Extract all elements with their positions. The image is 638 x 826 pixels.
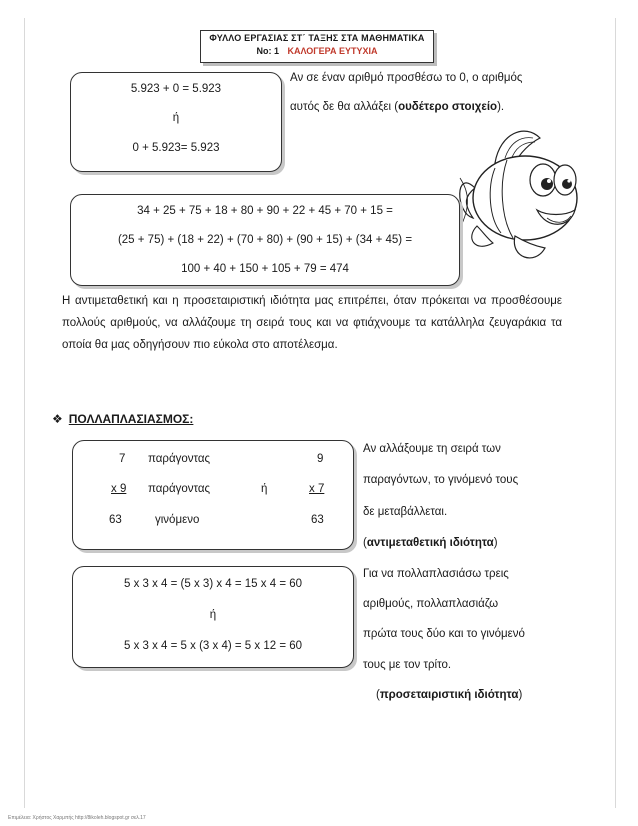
properties-paragraph: Η αντιμεταθετική και η προσεταιριστική ιδιότητα μας επιτρέπει, όταν πρόκειται να προσθέσουμε πολλούς αριθμούς, να αλλάζουμε τη σειρά τους και να φτιάχνουμε τα κατάλληλα ζευγαράκια τα οποία θα μας οδηγήσουν πιο εύκολα στο αποτέλεσμα. xyxy=(62,295,562,351)
sum-line-1: 34 + 25 + 75 + 18 + 80 + 90 + 22 + 45 + 70 + 15 = xyxy=(137,205,393,217)
zero-line-or: ή xyxy=(172,112,180,124)
multiplication-title: ΠΟΛΛΑΠΛΑΣΙΑΣΜΟΣ: xyxy=(68,412,194,426)
mult-r2-or: ή xyxy=(261,483,268,495)
associative-line-3: πρώτα τους δύο και το γινόμενό xyxy=(363,628,525,640)
neutral-bold: ουδέτερο στοιχείο xyxy=(398,101,498,113)
header-author: ΚΑΛΟΓΕΡΑ ΕΥΤΥΧΙΑ xyxy=(287,46,378,56)
associative-line-1: Για να πολλαπλασιάσω τρεις xyxy=(363,568,509,580)
neutral-text-line-1: Αν σε έναν αριθμό προσθέσω το 0, ο αριθμός xyxy=(290,72,523,84)
mult-r2-num2: x 7 xyxy=(309,483,325,495)
commutative-line-1: Αν αλλάξουμε τη σειρά των xyxy=(363,443,501,455)
zero-line-1: 5.923 + 0 = 5.923 xyxy=(130,83,222,95)
assoc-line-or: ή xyxy=(209,609,217,621)
mult-r3-num: 63 xyxy=(109,514,122,526)
neutral-prefix: αυτός δε θα αλλάξει ( xyxy=(290,101,399,113)
associative-line-4: τους με τον τρίτο. xyxy=(363,659,452,671)
associative-line-2: αριθμούς, πολλαπλασιάζω xyxy=(363,598,499,610)
mult-r3-label: γινόμενο xyxy=(155,514,200,526)
sum-line-3: 100 + 40 + 150 + 105 + 79 = 474 xyxy=(181,263,349,275)
header-title: ΦΥΛΛΟ ΕΡΓΑΣΙΑΣ ΣΤ΄ ΤΑΞΗΣ ΣΤΑ ΜΑΘΗΜΑΤΙΚΑ xyxy=(209,33,425,43)
assoc-line-1: 5 x 3 x 4 = (5 x 3) x 4 = 15 x 4 = 60 xyxy=(123,578,303,590)
multiplication-example-box xyxy=(72,440,354,550)
commutative-line-2: παραγόντων, το γινόμενό τους xyxy=(363,474,519,486)
mult-r1-label: παράγοντας xyxy=(148,453,211,465)
mult-r1-num: 7 xyxy=(119,453,126,465)
zero-example-box xyxy=(70,72,282,172)
commutative-property-name: αντιμεταθετική ιδιότητα xyxy=(366,537,494,549)
commutative-line-3: δε μεταβάλλεται. xyxy=(363,506,448,518)
sum-line-2: (25 + 75) + (18 + 22) + (70 + 80) + (90 + 15) + (34 + 45) = xyxy=(117,234,413,246)
diamond-bullet-icon: ❖ xyxy=(52,412,63,426)
multiplication-heading xyxy=(52,412,193,426)
neutral-suffix: ). xyxy=(497,101,505,113)
mult-r1-num2: 9 xyxy=(317,453,324,465)
mult-r3-num2: 63 xyxy=(311,514,324,526)
commutative-line-4: (αντιμεταθετική ιδιότητα) xyxy=(363,537,498,549)
mult-r2-num: x 9 xyxy=(111,483,127,495)
header-subline xyxy=(201,45,433,58)
zero-line-3: 0 + 5.923= 5.923 xyxy=(132,142,220,154)
associative-example-box xyxy=(72,566,354,668)
neutral-text-line-2 xyxy=(290,101,504,113)
associative-property-name: προσεταιριστική ιδιότητα xyxy=(379,689,519,701)
associative-line-5: (προσεταιριστική ιδιότητα) xyxy=(376,689,523,701)
page-footer: Επιμέλεια: Χρήστος Χαρμπής http://8ikoleh.blogspot.gr σελ.17 xyxy=(8,815,146,821)
assoc-line-3: 5 x 3 x 4 = 5 x (3 x 4) = 5 x 12 = 60 xyxy=(123,640,303,652)
sum-example-box xyxy=(70,194,460,286)
fish-illustration xyxy=(455,118,590,268)
worksheet-header xyxy=(200,30,434,63)
header-number: Νο: 1 xyxy=(256,46,279,56)
mult-r2-label: παράγοντας xyxy=(148,483,211,495)
